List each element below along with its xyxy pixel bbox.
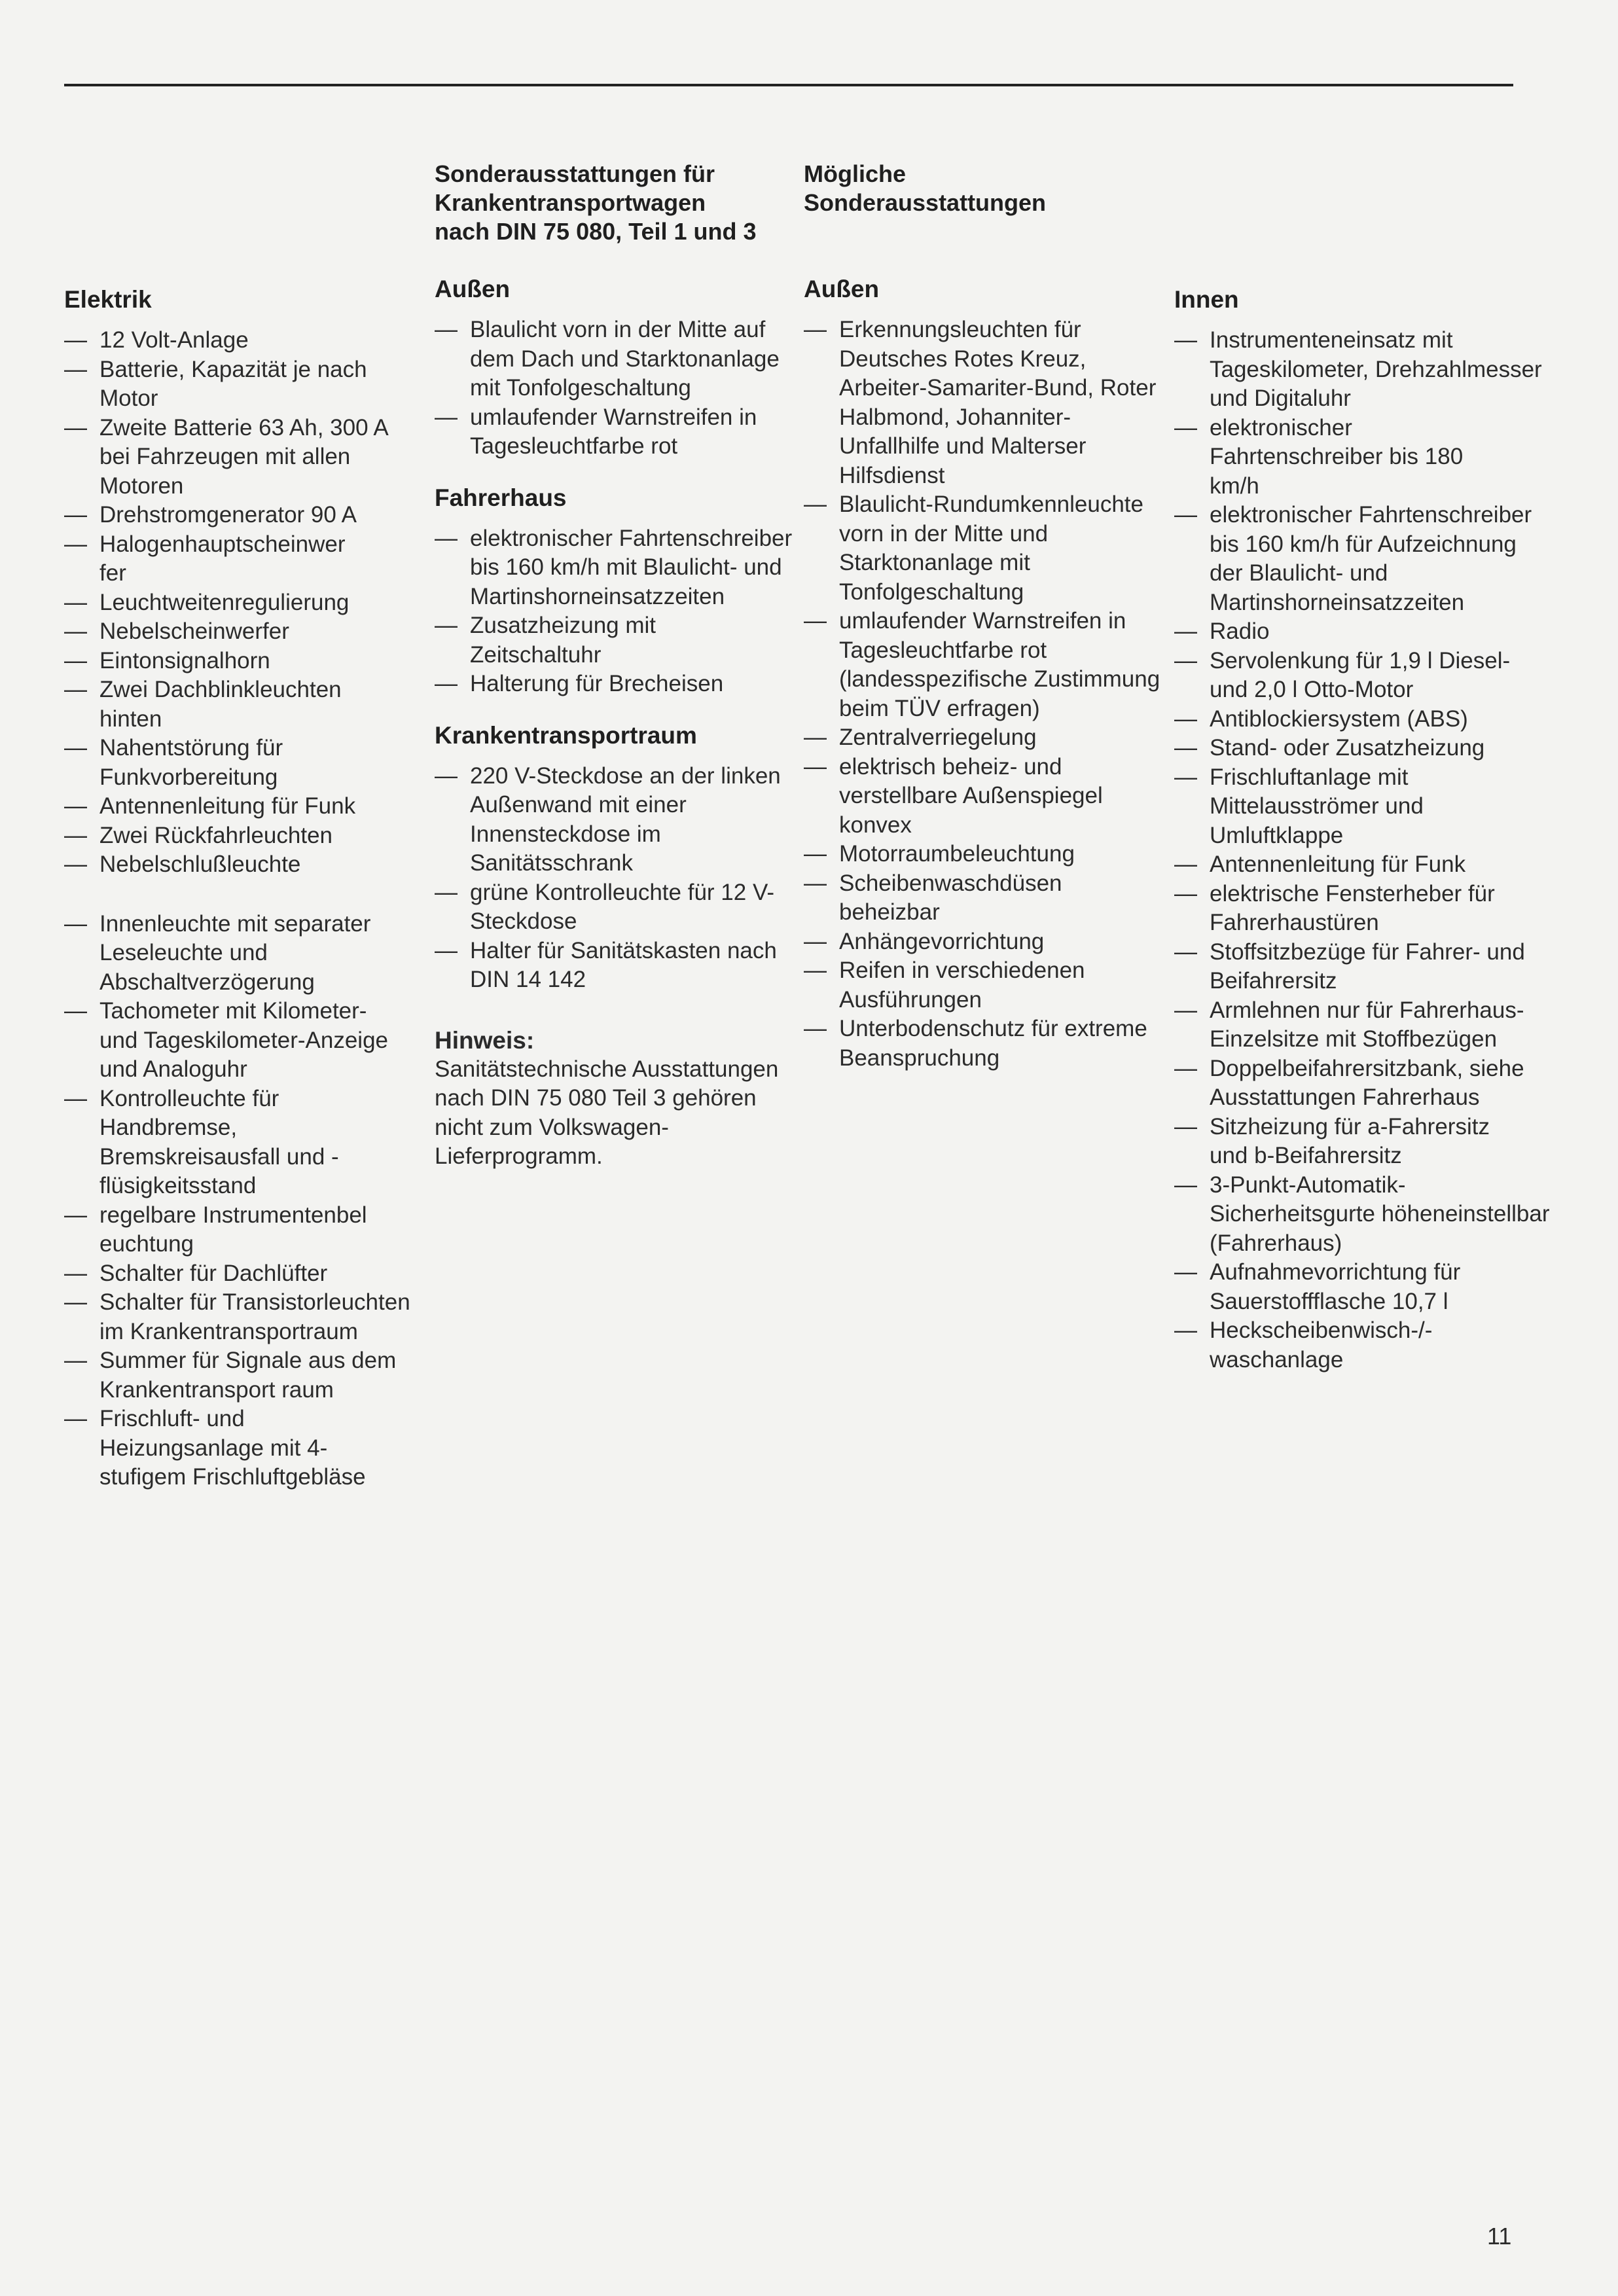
list-item: — Doppelbeifahrersitzbank, siehe Ausstattungen Fahrerhaus xyxy=(1174,1054,1537,1113)
list-elektrik-interior xyxy=(64,910,418,1492)
list-item: — Zwei Dachblinkleuchten hinten xyxy=(64,675,401,734)
page-number: 11 xyxy=(1487,2223,1512,2250)
list-sonder-aussen xyxy=(435,315,788,461)
heading-fahrerhaus: Fahrerhaus xyxy=(435,484,567,511)
list-item: — Blaulicht vorn in der Mitte auf dem Dach und Starktonanlage mit Tonfolgeschaltung xyxy=(435,315,784,403)
list-item: — Antennenleitung für Funk xyxy=(1174,850,1528,880)
list-item: — Antiblockiersystem (ABS) xyxy=(1174,705,1528,734)
heading-aussen: Außen xyxy=(435,276,511,302)
list-item: — Blaulicht-Rundumkennleuchte vorn in der Mitte und Starktonanlage mit Tonfolgeschaltung xyxy=(804,490,1153,607)
list-item: — Anhängevorrichtung xyxy=(804,927,1157,957)
list-item: — Eintonsignalhorn xyxy=(64,647,418,676)
heading-innen: Innen xyxy=(1174,286,1239,313)
heading-elektrik: Elektrik xyxy=(64,286,152,313)
list-item: — Armlehnen nur für Fahrerhaus-Einzelsitze mit Stoffbezügen xyxy=(1174,996,1537,1054)
list-item: — elektronischer Fahrtenschreiber bis 160 km/h mit Blaulicht- und Martinshorneinsatzzeiten xyxy=(435,524,804,612)
list-item: — Zwei Rückfahrleuchten xyxy=(64,821,418,851)
heading-krankentransportraum: Krankentransportraum xyxy=(435,721,697,749)
list-item: — Leuchtweitenregulierung xyxy=(64,588,418,618)
top-rule xyxy=(64,84,1513,86)
list-sonder-fahrerhaus xyxy=(435,524,793,699)
list-item: — Motorraumbeleuchtung xyxy=(804,840,1157,869)
list-item: — umlaufender Warnstreifen in Tagesleuchtfarbe rot xyxy=(435,403,797,461)
list-item: — Stoffsitzbezüge für Fahrer- und Beifahrersitz xyxy=(1174,938,1537,996)
list-item: — Stand- oder Zusatzheizung xyxy=(1174,734,1528,763)
column-moegliche-sonderausstattungen xyxy=(804,160,1160,1073)
list-item: — Drehstromgenerator 90 A xyxy=(64,501,418,530)
list-item: — grüne Kontrolleuchte für 12 V-Steckdose xyxy=(435,878,791,937)
list-item: — Aufnahmevorrichtung für Sauerstoffflasche 10,7 l xyxy=(1174,1258,1537,1316)
list-item: — Halogenhauptscheinwerfer xyxy=(64,530,348,588)
list-item: — Antennenleitung für Funk xyxy=(64,792,418,821)
hinweis-text: Sanitätstechnische Ausstattungen nach DIN 75 080 Teil 3 gehören nicht zum Volkswagen-Lieferprogramm. xyxy=(435,1056,779,1169)
list-sonder-raum xyxy=(435,762,788,995)
column-elektrik xyxy=(64,285,418,1492)
list-item: — Batterie, Kapazität je nach Motor xyxy=(64,355,381,414)
list-item: — Heckscheibenwisch-/-waschanlage xyxy=(1174,1316,1517,1374)
heading-hinweis: Hinweis: xyxy=(435,1026,535,1054)
list-item: — Zentralverriegelung xyxy=(804,723,1157,753)
list-item: — Reifen in verschiedenen Ausführungen xyxy=(804,956,1166,1014)
list-item: — elektrische Fensterheber für Fahrerhaustüren xyxy=(1174,880,1537,938)
list-item: — elektronischer Fahrtenschreiber bis 160 km/h für Aufzeichnung der Blaulicht- und Martinshorneinsatzzeiten xyxy=(1174,501,1537,617)
list-item: — Schalter für Dachlüfter xyxy=(64,1259,418,1289)
list-item: — umlaufender Warnstreifen in Tagesleuchtfarbe rot (landesspezifische Zustimmung beim TÜV erfragen) xyxy=(804,607,1166,723)
list-item: — 3-Punkt-Automatik-Sicherheitsgurte höheneinstellbar (Fahrerhaus) xyxy=(1174,1171,1550,1259)
list-item: — Nebelschlußleuchte xyxy=(64,850,418,880)
list-item: — Scheibenwaschdüsen beheizbar xyxy=(804,869,1121,927)
column-innen xyxy=(1174,285,1550,1374)
list-item: — Servolenkung für 1,9 l Diesel- und 2,0 l Otto-Motor xyxy=(1174,647,1517,705)
list-elektrik xyxy=(64,326,418,880)
list-item: — Instrumenteneinsatz mit Tageskilometer, Drehzahlmesser und Digitaluhr xyxy=(1174,326,1550,414)
list-item: — Zweite Batterie 63 Ah, 300 A bei Fahrzeugen mit allen Motoren xyxy=(64,414,394,501)
column-sonderausstattungen xyxy=(435,160,793,1172)
list-item: — Kontrolleuchte für Handbremse, Bremskreisausfall und -flüsigkeitsstand xyxy=(64,1085,414,1201)
list-moeglich-aussen xyxy=(804,315,1160,1073)
list-item: — Nebelscheinwerfer xyxy=(64,617,418,647)
list-item: — elektrisch beheiz- und verstellbare Außenspiegel konvex xyxy=(804,753,1166,840)
list-item: — Tachometer mit Kilometer- und Tageskilometer-Anzeige und Analoguhr xyxy=(64,997,401,1085)
list-item: — Frischluft- und Heizungsanlage mit 4-stufigem Frischluftgebläse xyxy=(64,1405,407,1492)
list-item: — Sitzheizung für a-Fahrersitz und b-Beifahrersitz xyxy=(1174,1113,1524,1171)
list-item: — Erkennungsleuchten für Deutsches Rotes Kreuz, Arbeiter-Samariter-Bund, Roter Halbmond, Johanniter-Unfallhilfe und Malterser Hilfsdienst xyxy=(804,315,1166,490)
list-item: — Innenleuchte mit separater Leseleuchte und Abschaltverzögerung xyxy=(64,910,387,997)
heading-moegliche-sonderausstattungen: Mögliche Sonderausstattungen xyxy=(804,160,1047,216)
list-item: — regelbare Instrumentenbeleuchtung xyxy=(64,1201,374,1259)
list-innen xyxy=(1174,326,1550,1374)
heading-sonderausstattungen: Sonderausstattungen für Krankentransportwagen nach DIN 75 080, Teil 1 und 3 xyxy=(435,160,757,245)
list-item: — Radio xyxy=(1174,617,1528,647)
list-item: — Schalter für Transistorleuchten im Krankentransportraum xyxy=(64,1288,414,1346)
list-item: — Frischluftanlage mit Mittelausströmer und Umluftklappe xyxy=(1174,763,1530,851)
list-item: — Unterbodenschutz für extreme Beanspruchung xyxy=(804,1014,1166,1073)
list-item: — Halterung für Brecheisen xyxy=(435,670,788,699)
heading-aussen: Außen xyxy=(804,276,880,302)
list-item: — Summer für Signale aus dem Krankentransport raum xyxy=(64,1346,407,1405)
list-item: — elektronischer Fahrtenschreiber bis 180 km/h xyxy=(1174,414,1517,501)
list-item: — 220 V-Steckdose an der linken Außenwand mit einer Innensteckdose im Sanitätsschrank xyxy=(435,762,791,878)
list-item: — Halter für Sanitätskasten nach DIN 14 142 xyxy=(435,937,791,995)
list-item: — Zusatzheizung mit Zeitschaltuhr xyxy=(435,611,784,670)
list-item: — Nahentstörung für Funkvorbereitung xyxy=(64,734,361,792)
list-item: — 12 Volt-Anlage xyxy=(64,326,418,355)
